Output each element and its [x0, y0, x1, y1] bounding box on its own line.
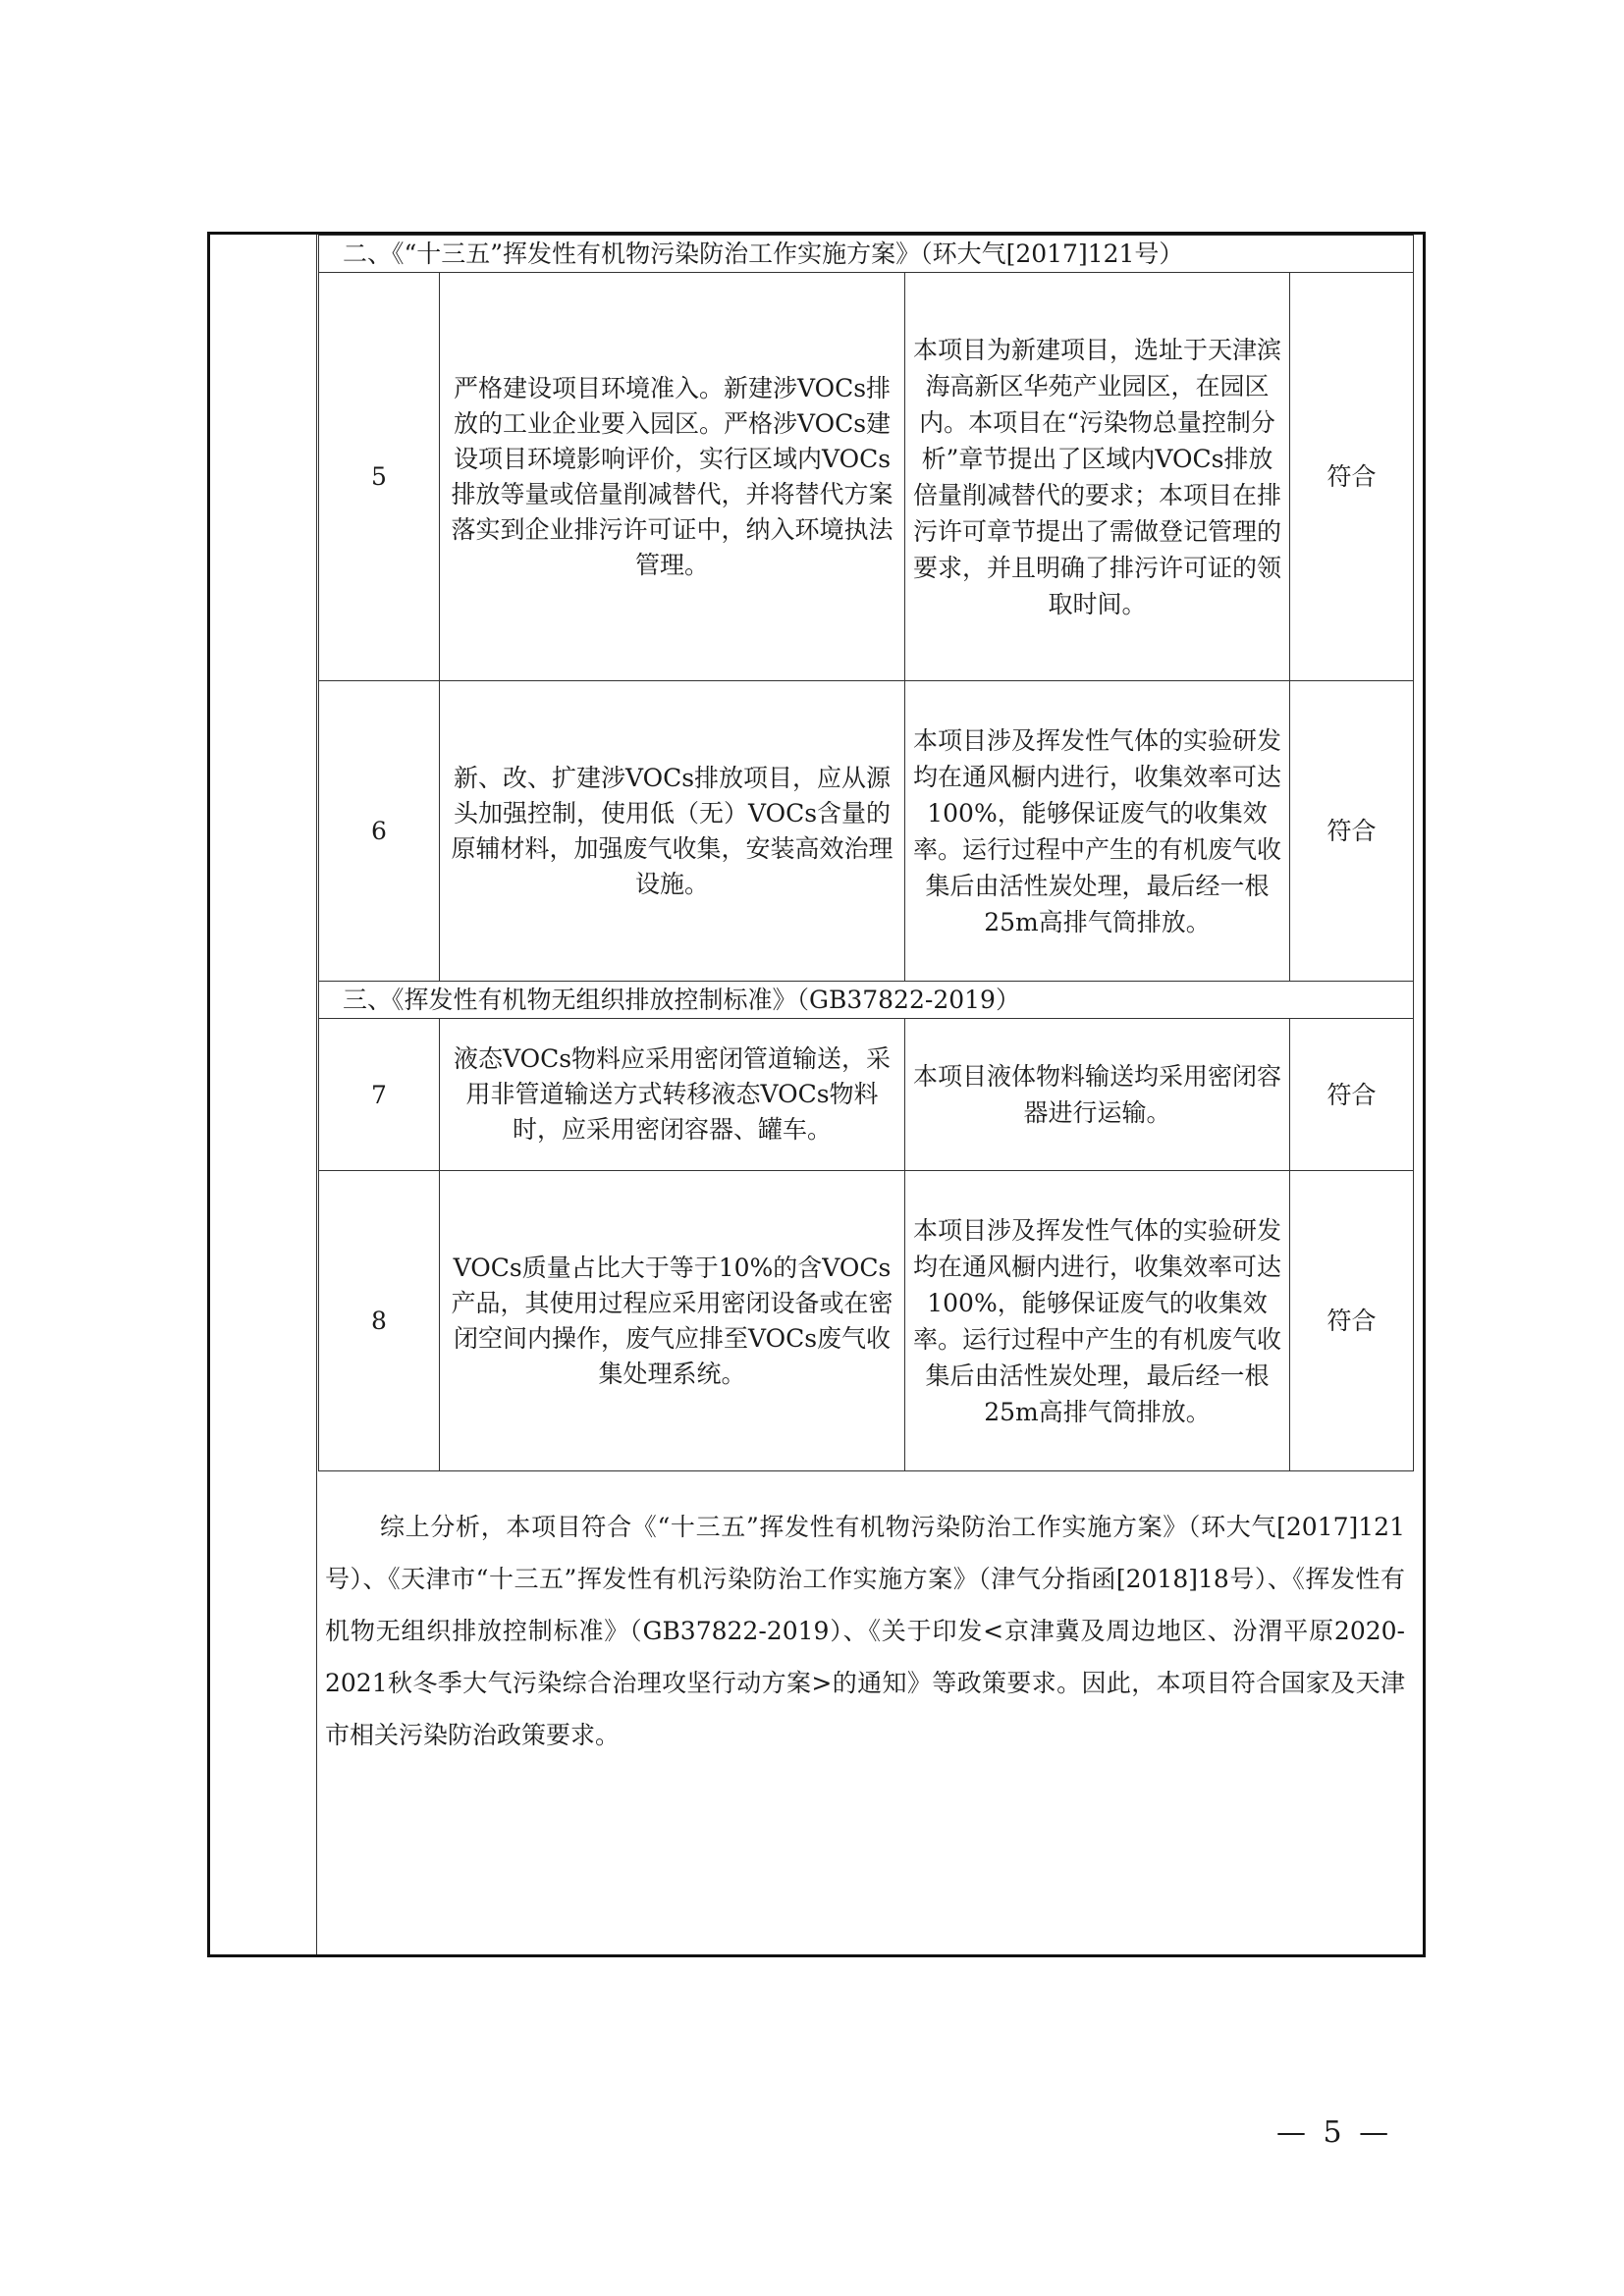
table-row — [319, 273, 1414, 681]
left-column-divider — [316, 235, 317, 1954]
section-header-row — [319, 982, 1414, 1019]
row-number: 5 — [319, 273, 440, 681]
result-cell: 符合 — [1290, 273, 1414, 681]
requirement-cell: 新、改、扩建涉VOCs排放项目，应从源头加强控制，使用低（无）VOCs含量的原辅材料，加强废气收集，安装高效治理设施。 — [440, 681, 905, 982]
analysis-cell: 本项目涉及挥发性气体的实验研发均在通风橱内进行，收集效率可达100%，能够保证废气的收集效率。运行过程中产生的有机废气收集后由活性炭处理，最后经一根25m高排气筒排放。 — [905, 1171, 1290, 1471]
result-cell: 符合 — [1290, 1019, 1414, 1171]
requirement-cell: 液态VOCs物料应采用密闭管道输送，采用非管道输送方式转移液态VOCs物料时，应采用密闭容器、罐车。 — [440, 1019, 905, 1171]
section-title: 二、《“十三五”挥发性有机物污染防治工作实施方案》（环大气[2017]121号） — [319, 236, 1414, 273]
section-header-row — [319, 236, 1414, 273]
row-number: 7 — [319, 1019, 440, 1171]
compliance-table — [318, 235, 1414, 1471]
result-cell: 符合 — [1290, 681, 1414, 982]
page-number: — 5 — — [1276, 2115, 1393, 2150]
content-frame — [207, 232, 1426, 1957]
table-row — [319, 1171, 1414, 1471]
requirement-cell: 严格建设项目环境准入。新建涉VOCs排放的工业企业要入园区。严格涉VOCs建设项目环境影响评价，实行区域内VOCs排放等量或倍量削减替代，并将替代方案落实到企业排污许可证中，纳入环境执法管理。 — [440, 273, 905, 681]
result-cell: 符合 — [1290, 1171, 1414, 1471]
row-number: 6 — [319, 681, 440, 982]
section-title: 三、《挥发性有机物无组织排放控制标准》（GB37822-2019） — [319, 982, 1414, 1019]
row-number: 8 — [319, 1171, 440, 1471]
summary-paragraph: 综上分析，本项目符合《“十三五”挥发性有机物污染防治工作实施方案》（环大气[2017]121号）、《天津市“十三五”挥发性有机污染防治工作实施方案》（津气分指函[2018]18号）、《挥发性有机物无组织排放控制标准》（GB37822-2019）、《关于印发<京津冀及周边地区、汾渭平原2020-2021秋冬季大气污染综合治理攻坚行动方案>的通知》等政策要求。因此，本项目符合国家及天津市相关污染防治政策要求。 — [325, 1513, 1405, 1749]
analysis-cell: 本项目为新建项目，选址于天津滨海高新区华苑产业园区，在园区内。本项目在“污染物总量控制分析”章节提出了区域内VOCs排放倍量削减替代的要求；本项目在排污许可章节提出了需做登记管理的要求，并且明确了排污许可证的领取时间。 — [905, 273, 1290, 681]
analysis-cell: 本项目液体物料输送均采用密闭容器进行运输。 — [905, 1019, 1290, 1171]
requirement-cell: VOCs质量占比大于等于10%的含VOCs产品，其使用过程应采用密闭设备或在密闭空间内操作，废气应排至VOCs废气收集处理系统。 — [440, 1171, 905, 1471]
analysis-cell: 本项目涉及挥发性气体的实验研发均在通风橱内进行，收集效率可达100%，能够保证废气的收集效率。运行过程中产生的有机废气收集后由活性炭处理，最后经一根25m高排气筒排放。 — [905, 681, 1290, 982]
table-row — [319, 1019, 1414, 1171]
table-row — [319, 681, 1414, 982]
